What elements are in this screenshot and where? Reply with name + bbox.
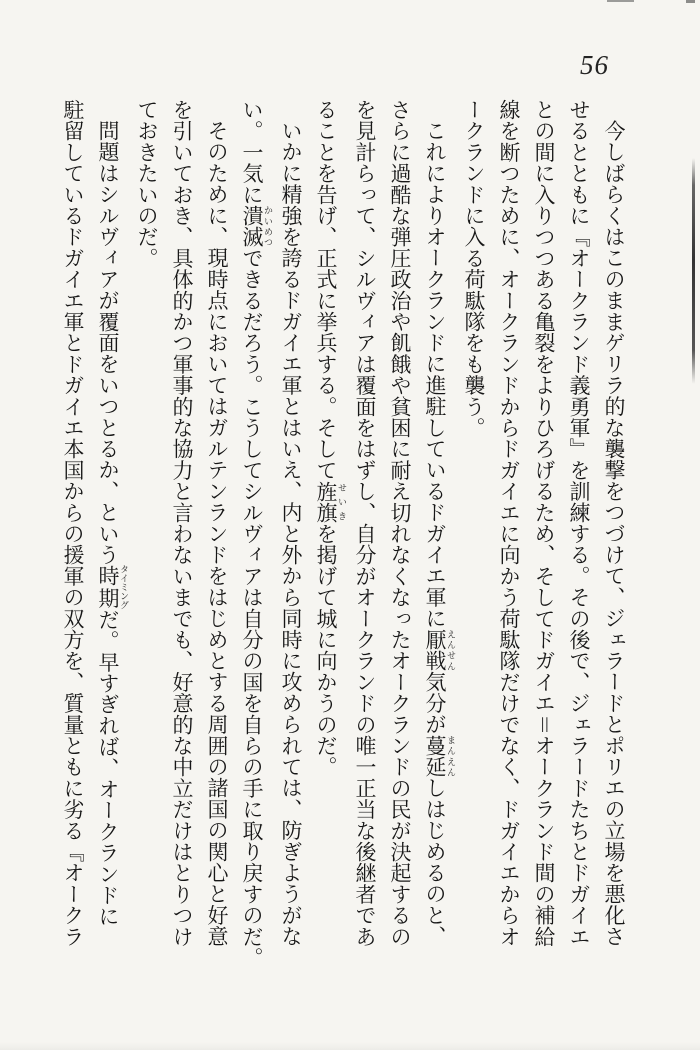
text-column: ークランドに入る荷駄隊をも襲う。 (462, 99, 486, 439)
body-text (61, 99, 631, 971)
scan-artifact-line (692, 158, 695, 384)
text-column: ることを告げ、正式に挙兵する。そして旌旗 せいきを掲げて城に向かうのだ。 (314, 99, 347, 778)
text-column: さらに過酷な弾圧政治や飢餓や貧困に耐え切れなくなったオークランドの民が決起するの (388, 99, 412, 947)
page-number: 56 (580, 50, 609, 80)
paragraph (55, 99, 129, 971)
text-column: そのために、現時点においてはガルテンランドをはじめとする周囲の諸国の関心と好意 (205, 120, 229, 947)
scan-artifact-speck (686, 0, 695, 3)
scan-artifact-speck (607, 0, 634, 2)
text-column: を引いておき、具体的かつ軍事的な協力と言わないまでも、好意的な中立だけはとりつけ (170, 99, 194, 947)
paragraph (234, 99, 308, 971)
text-column: ておきたいのだ。 (135, 99, 159, 269)
text-column: 問題はシルヴィアが覆面をいつとるか、という時期 タイミングだ。早すぎれば、オークランドに (96, 120, 129, 927)
text-column: との間に入りつつある亀裂をよりひろげるため、そしてドガイエ＝オークランド間の補給 (532, 99, 556, 948)
paragraph (456, 99, 631, 971)
text-column: い。一気に潰滅 かいめつできるだろう。こうしてシルヴィアは自分の国を自らの手に取り戻すのだ。 (240, 99, 273, 969)
text-column: 線を断つために、オークランドからドガイエに向かう荷駄隊だけでなく、ドガイエからオ (497, 99, 521, 947)
text-column: 駐留しているドガイエ軍とドガイエ本国からの援軍の双方を、質量ともに劣る『オークラ (61, 99, 85, 947)
paragraph (129, 99, 234, 971)
text-column: を見計らって、シルヴィアは覆面をはずし、自分がオークランドの唯一正当な後継者であ (353, 99, 377, 947)
scan-artifact-shadow (0, 1042, 700, 1050)
text-column: これによりオークランドに進駐しているドガイエ軍に厭戦 えんせん気分が蔓延 まんえんしはじめるのと、 (423, 120, 456, 947)
text-column: せるとともに『オークランド義勇軍』を訓練する。その後で、ジェラードたちとドガイエ (567, 99, 591, 947)
text-column: いかに精強を誇るドガイエ軍とはいえ、内と外から同時に攻められては、防ぎようがな (279, 120, 303, 947)
paragraph (308, 99, 456, 971)
text-column: 今しばらくはこのままゲリラ的な襲撃をつづけて、ジェラードとポリエの立場を悪化さ (602, 120, 626, 947)
